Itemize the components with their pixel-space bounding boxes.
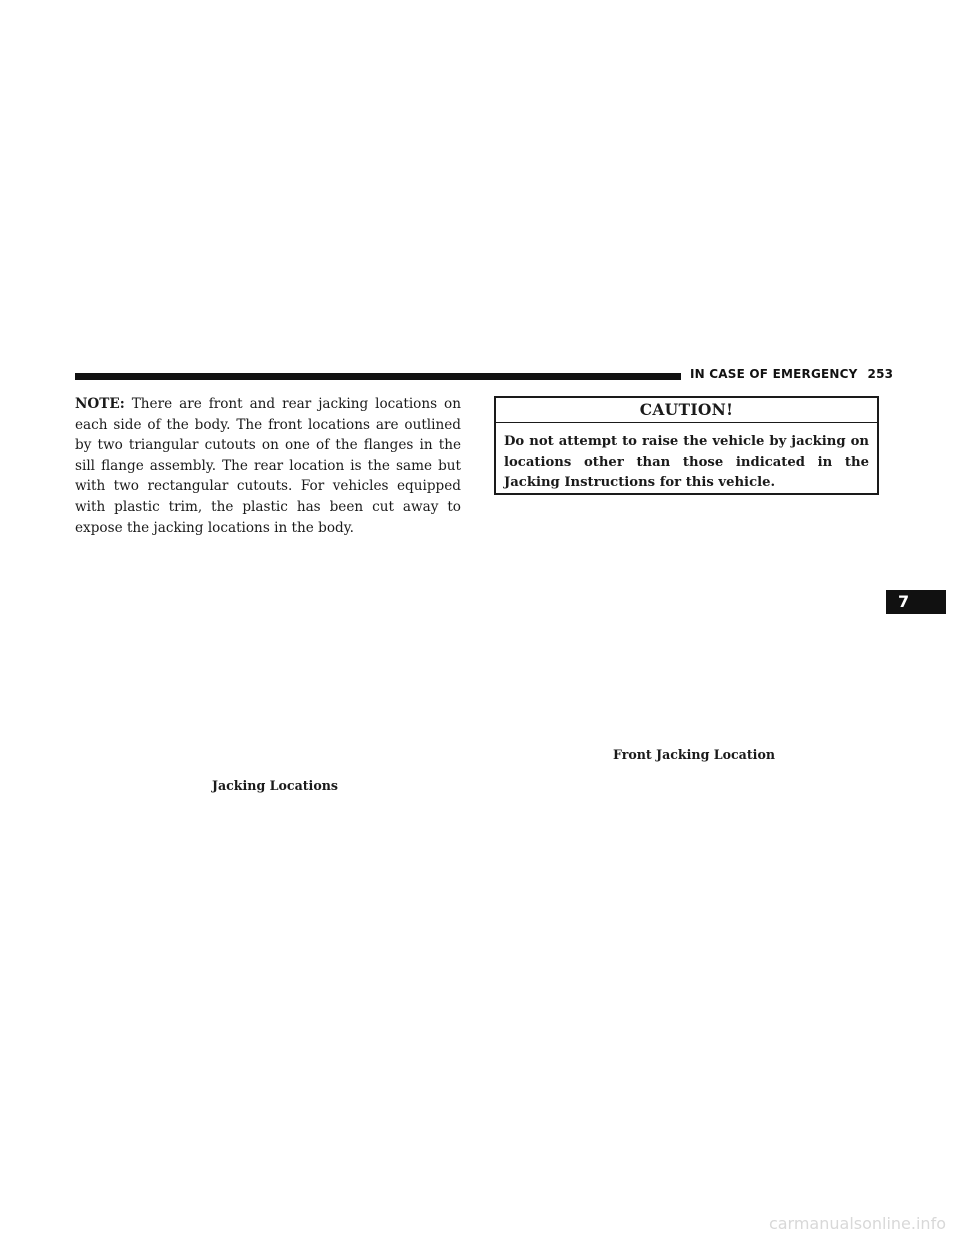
section-tab: [886, 590, 946, 614]
note-text: There are front and rear jacking locations on each side of the body. The front locations are outlined by two triangular cutouts on one of the flanges in the sill flange assembly. The rear location is the same but with two rectangular cutouts. For vehicles equipped with plastic trim, the plastic has been cut away to expose the jacking locations in the body.: [75, 396, 461, 536]
note-label: NOTE:: [75, 396, 125, 412]
caution-title: CAUTION!: [496, 398, 877, 423]
running-header: [690, 367, 893, 381]
caution-box: [494, 396, 879, 495]
note-paragraph: [75, 394, 461, 538]
jacking-locations-caption: Jacking Locations: [212, 778, 338, 793]
watermark: carmanualsonline.info: [768, 1214, 946, 1233]
page-number: 253: [867, 367, 894, 381]
caution-text: Do not attempt to raise the vehicle by jacking on locations other than those indicated in the Jacking Instructions for this vehicle.: [504, 434, 869, 491]
header-rule: [75, 373, 681, 380]
section-tab-number: 7: [898, 592, 910, 611]
front-jacking-caption: Front Jacking Location: [613, 747, 775, 762]
section-title: IN CASE OF EMERGENCY: [690, 367, 858, 381]
